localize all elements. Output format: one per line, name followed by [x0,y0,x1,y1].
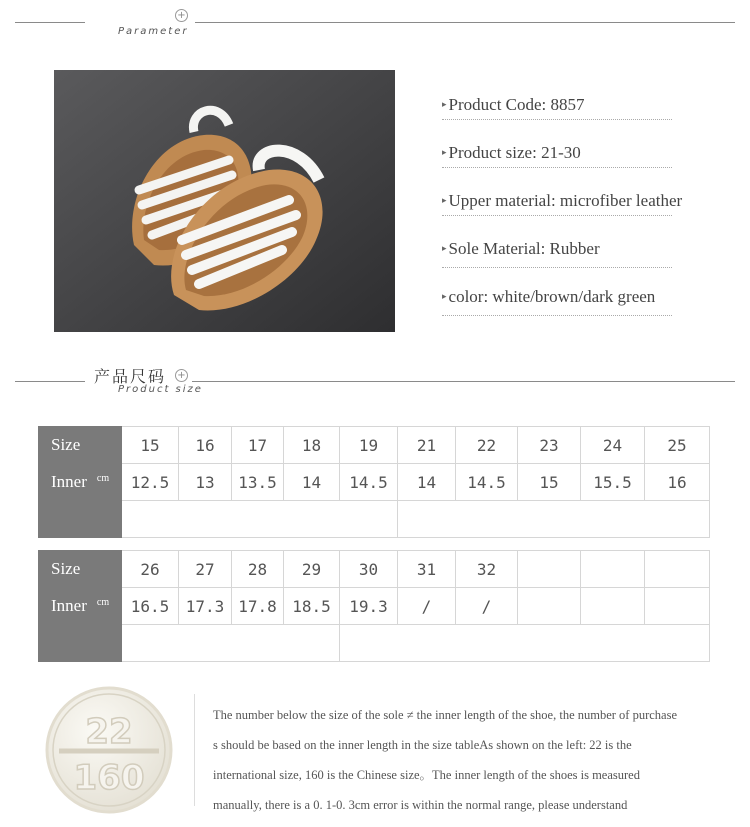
parameter-rule-left [15,22,85,23]
arrow-right-icon: ▸ [442,195,447,205]
inner-cell: 17.8 [232,588,284,625]
inner-cell: / [456,588,518,625]
note-line: The number below the size of the sole ≠ the inner length of the shoe, the number of purchase [213,708,678,722]
arrow-right-icon: ▸ [442,147,447,157]
badge-chinese-size: 160 [73,758,145,798]
size-cell [518,551,581,588]
inner-cell: 15.5 [581,464,645,501]
inner-cell: 13.5 [232,464,284,501]
unit-label: cm [96,473,110,484]
size-section-title: 产品尺码 [94,367,167,386]
param-text: color: white/brown/dark green [448,287,656,306]
blank-cell [340,625,710,662]
note-line: s should be based on the inner length in the size tableAs shown on the left: 22 is the [213,738,632,752]
inner-cell [581,588,645,625]
size-cell: 27 [179,551,232,588]
param-text: Sole Material: Rubber [448,239,600,258]
param-divider [442,167,672,168]
size-rule-right [192,381,735,382]
badge-international-size: 22 [85,712,133,752]
size-cell: 30 [340,551,398,588]
param-text: Product Code: 8857 [448,95,585,114]
inner-label: Inner [51,596,87,615]
size-cell: 31 [398,551,456,588]
arrow-right-icon: ▸ [442,99,447,109]
inner-row [39,588,710,625]
arrow-right-icon: ▸ [442,243,447,253]
size-row-label: Size [39,551,122,588]
size-cell: 28 [232,551,284,588]
inner-cell: 19.3 [340,588,398,625]
note-line: international size, 160 is the Chinese size。The inner length of the shoes is measured [213,768,640,782]
size-cell: 24 [581,427,645,464]
inner-cell: 14.5 [456,464,518,501]
size-section-subtitle: Product size [118,384,203,395]
inner-cell: 12.5 [122,464,179,501]
size-cell: 16 [179,427,232,464]
param-color [442,287,655,307]
size-cell: 26 [122,551,179,588]
blank-cell [122,501,398,538]
param-text: Product size: 21-30 [448,143,581,162]
size-cell: 22 [456,427,518,464]
size-table-2 [38,550,710,662]
note-divider [194,694,195,806]
blank-row-label [39,501,122,538]
inner-cell: 16.5 [122,588,179,625]
sole-size-badge [44,685,174,815]
inner-cell: 17.3 [179,588,232,625]
size-cell: 29 [284,551,340,588]
param-product-code [442,95,585,115]
size-cell: 25 [645,427,710,464]
inner-cell [518,588,581,625]
inner-cell: 15 [518,464,581,501]
inner-cell: 18.5 [284,588,340,625]
blank-cell [122,625,340,662]
size-row [39,551,710,588]
param-divider [442,267,672,268]
param-divider [442,119,672,120]
size-cell: 19 [340,427,398,464]
product-photo [54,70,395,332]
blank-cell [398,501,710,538]
size-cell: 17 [232,427,284,464]
inner-row-label [39,464,122,501]
inner-cell: 14 [284,464,340,501]
blank-row [39,501,710,538]
plus-circle-icon: + [175,369,188,382]
size-cell: 32 [456,551,518,588]
param-divider [442,315,672,316]
size-cell: 18 [284,427,340,464]
arrow-right-icon: ▸ [442,291,447,301]
inner-row-label [39,588,122,625]
inner-cell: 14 [398,464,456,501]
size-rule-left [15,381,85,382]
blank-row-label [39,625,122,662]
param-upper-material [442,191,682,211]
size-row [39,427,710,464]
param-sole-material [442,239,600,259]
inner-cell: 16 [645,464,710,501]
inner-cell [645,588,710,625]
plus-circle-icon: + [175,9,188,22]
param-divider [442,215,672,216]
inner-cell: / [398,588,456,625]
inner-label: Inner [51,472,87,491]
param-product-size [442,143,581,163]
parameter-rule-right [195,22,735,23]
inner-cell: 13 [179,464,232,501]
param-text: Upper material: microfiber leather [448,191,683,210]
size-cell: 23 [518,427,581,464]
size-cell: 15 [122,427,179,464]
parameter-label: Parameter [118,26,189,37]
blank-row [39,625,710,662]
size-cell [581,551,645,588]
size-row-label: Size [39,427,122,464]
size-cell [645,551,710,588]
note-line: manually, there is a 0. 1-0. 3cm error is within the normal range, please understand [213,798,628,812]
inner-cell: 14.5 [340,464,398,501]
size-table-1 [38,426,710,538]
size-cell: 21 [398,427,456,464]
size-note [213,700,743,820]
inner-row [39,464,710,501]
unit-label: cm [96,597,110,608]
